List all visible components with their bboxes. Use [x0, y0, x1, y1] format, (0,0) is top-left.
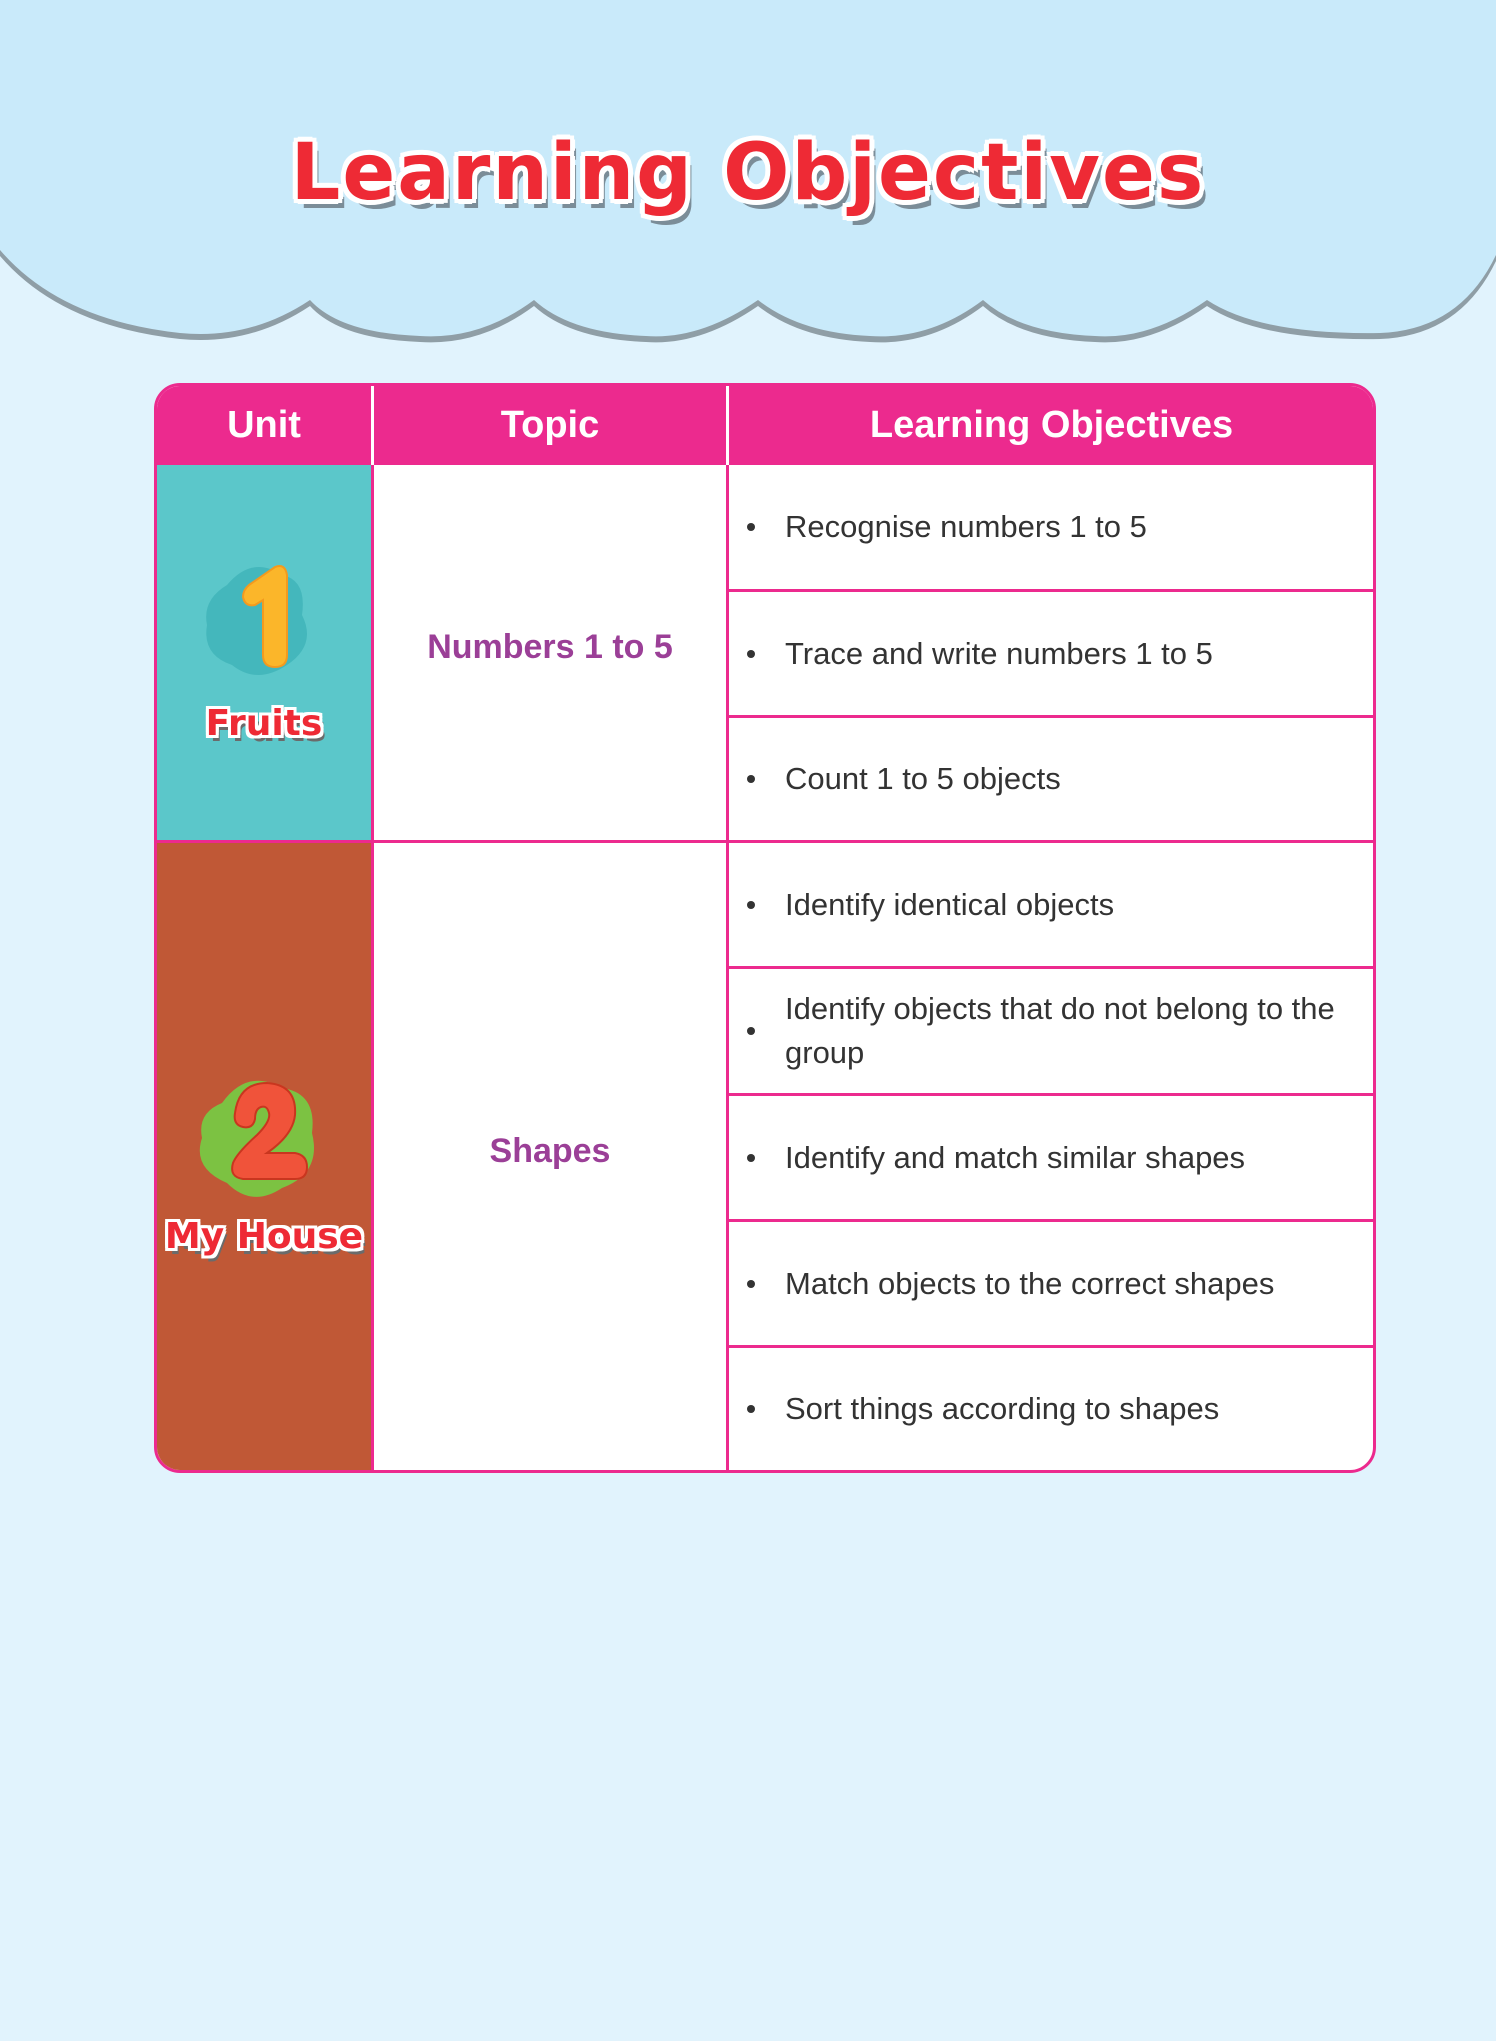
header-objectives: Learning Objectives [869, 404, 1234, 446]
divider [371, 386, 374, 465]
header-unit: Unit [227, 404, 301, 446]
objective-text: Trace and write numbers 1 to 5 [785, 635, 1213, 671]
number-two-badge-icon [157, 1063, 371, 1213]
objective-item [729, 1348, 1374, 1470]
number-one-badge-icon [157, 545, 371, 695]
divider [371, 465, 374, 1470]
bullet-icon [747, 1280, 755, 1288]
objective-item [729, 969, 1374, 1093]
bullet-icon [747, 1027, 755, 1035]
table-header [157, 386, 1373, 465]
objective-item [729, 718, 1374, 840]
objective-text: Match objects to the correct shapes [785, 1265, 1275, 1301]
unit-name: My House [164, 1216, 364, 1257]
objective-item [729, 1096, 1374, 1219]
bullet-icon [747, 1405, 755, 1413]
bullet-icon [747, 775, 755, 783]
svg-text:1: 1 [263, 635, 265, 636]
learning-objectives-table [154, 383, 1376, 1473]
bullet-icon [747, 650, 755, 658]
objective-item [729, 843, 1374, 966]
page-title: Learning Objectives [290, 128, 1206, 218]
objective-item [729, 465, 1374, 589]
bullet-icon [747, 523, 755, 531]
objective-text: Identify objects that do not belong to the group [785, 991, 1335, 1070]
objective-item [729, 592, 1374, 715]
bullet-icon [747, 1154, 755, 1162]
objective-text: Count 1 to 5 objects [785, 761, 1061, 796]
objective-text: Recognise numbers 1 to 5 [785, 509, 1147, 544]
topic-label: Numbers 1 to 5 [427, 628, 673, 666]
divider [726, 386, 729, 465]
objective-text: Identify identical objects [785, 886, 1115, 922]
objective-text: Sort things according to shapes [785, 1391, 1220, 1426]
header-topic: Topic [500, 404, 600, 446]
bullet-icon [747, 901, 755, 909]
svg-text:2: 2 [264, 1153, 265, 1154]
unit-1-cell [157, 465, 371, 840]
objective-item [729, 1222, 1374, 1345]
unit-2-cell [157, 843, 371, 1473]
objective-text: Identify and match similar shapes [785, 1139, 1246, 1175]
unit-name: Fruits [205, 703, 323, 744]
topic-label: Shapes [489, 1132, 611, 1170]
